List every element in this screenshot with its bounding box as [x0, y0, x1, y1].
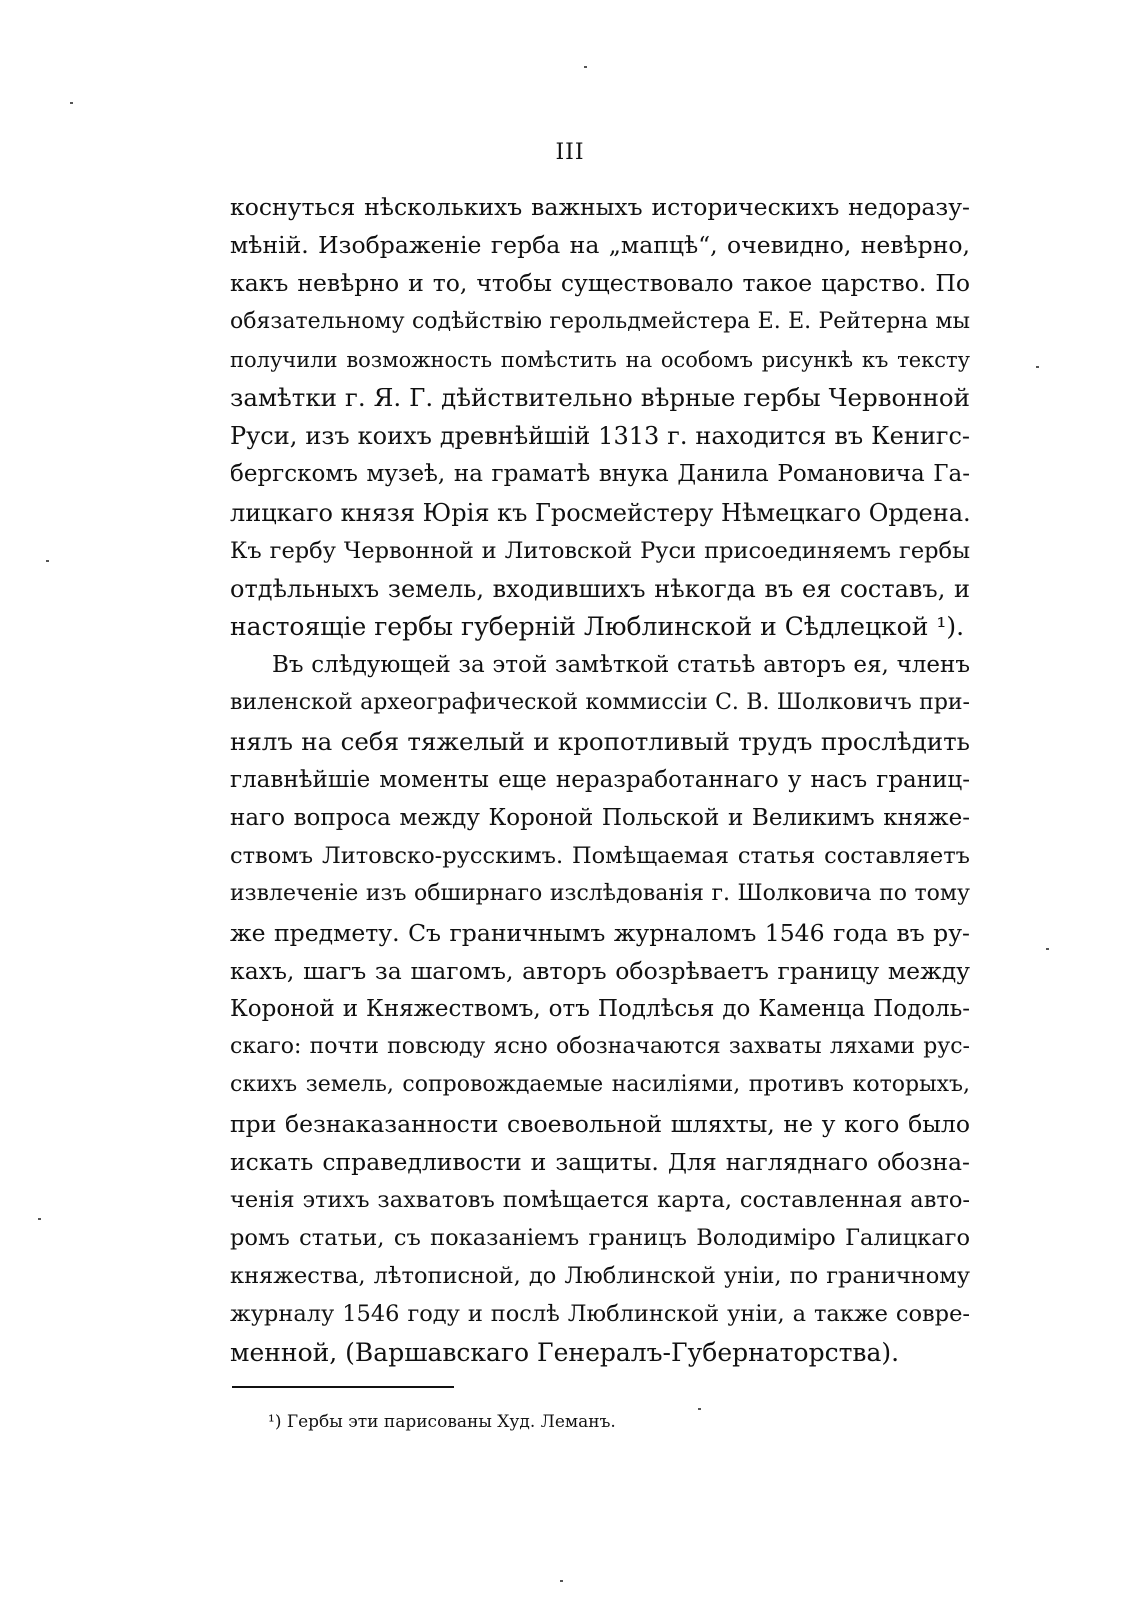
scan-speck — [38, 1218, 41, 1220]
text-line: менной, (Варшавскаго Генералъ-Губернаторства). — [230, 1337, 900, 1367]
text-line: получили возможность помѣстить на особомъ рисункѣ къ тексту — [230, 347, 970, 372]
text-line: настоящіе гербы губерній Люблинской и Сѣдлецкой ¹). — [230, 612, 965, 642]
scan-speck — [1036, 366, 1039, 368]
body-text — [230, 188, 970, 1372]
text-line: коснуться нѣсколькихъ важныхъ историческихъ недоразу- — [230, 193, 970, 221]
text-line: скаго: почти повсюду ясно обозначаются захваты ляхами рус- — [230, 1034, 970, 1060]
text-line: какъ невѣрно и то, чтобы существовало такое царство. По — [230, 269, 970, 298]
text-line: же предмету. Съ граничнымъ журналомъ 1546 года въ ру- — [230, 918, 970, 947]
text-line: мѣній. Изображеніе герба на „мапцѣ“, очевидно, невѣрно, — [230, 231, 970, 260]
scan-speck — [70, 102, 73, 104]
text-line: обязательному содѣйствію герольдмейстера Е. Е. Рейтерна мы — [230, 308, 970, 334]
footnote-rule — [232, 1386, 454, 1388]
text-line: при безнаказанности своевольной шляхты, не у кого было — [230, 1109, 970, 1138]
text-line: ромъ статьи, съ показаніемъ границъ Володиміро Галицкаго — [230, 1225, 970, 1252]
text-line: отдѣльныхъ земель, входившихъ нѣкогда въ ея составъ, и — [230, 574, 970, 603]
text-line: главнѣйшіе моменты еще неразработаннаго у насъ границ- — [230, 766, 970, 793]
text-line: журналу 1546 году и послѣ Люблинской уніи, а также совре- — [230, 1301, 970, 1328]
text-line: бергскомъ музеѣ, на граматѣ внука Данила Романовича Га- — [230, 461, 970, 488]
text-line: нялъ на себя тяжелый и кропотливый трудъ прослѣдить — [230, 726, 970, 756]
text-line: Въ слѣдующей за этой замѣткой статьѣ авторъ ея, членъ — [272, 652, 970, 679]
text-line: Короной и Княжествомъ, отъ Подлѣсья до Каменца Подоль- — [230, 995, 970, 1022]
scan-speck — [584, 66, 587, 68]
footnote: ¹) Гербы эти парисованы Худ. Леманъ. — [268, 1412, 616, 1432]
scan-speck — [46, 560, 49, 562]
text-line: княжества, лѣтописной, до Люблинской уніи, по граничному — [230, 1263, 970, 1290]
text-line: Руси, изъ коихъ древнѣйшій 1313 г. находится въ Кенигс- — [230, 422, 970, 451]
page-number: III — [555, 140, 585, 165]
text-line: наго вопроса между Короной Польской и Великимъ княже- — [230, 805, 970, 831]
text-line: кахъ, шагъ за шагомъ, авторъ обозрѣваетъ границу между — [230, 956, 970, 985]
scan-speck — [560, 1580, 563, 1582]
text-line: лицкаго князя Юрія къ Гросмейстеру Нѣмецкаго Ордена. — [230, 498, 971, 527]
text-line: замѣтки г. Я. Г. дѣйствительно вѣрные гербы Червонной — [230, 382, 970, 412]
text-line: извлеченіе изъ обширнаго изслѣдованія г. Шолковича по тому — [230, 881, 970, 907]
text-line: искать справедливости и защиты. Для нагляднаго обозна- — [230, 1147, 970, 1176]
scan-speck — [698, 1408, 701, 1410]
text-line: Къ гербу Червонной и Литовской Руси присоединяемъ гербы — [230, 537, 970, 564]
text-line: ченія этихъ захватовъ помѣщается карта, составленная авто- — [230, 1186, 970, 1213]
text-line: скихъ земель, сопровождаемые насиліями, противъ которыхъ, — [230, 1072, 970, 1098]
scan-speck — [1046, 948, 1049, 950]
text-line: виленской археографической коммиссіи С. В. Шолковичъ при- — [230, 690, 970, 716]
text-line: ствомъ Литовско-русскимъ. Помѣщаемая статья составляетъ — [230, 843, 970, 870]
